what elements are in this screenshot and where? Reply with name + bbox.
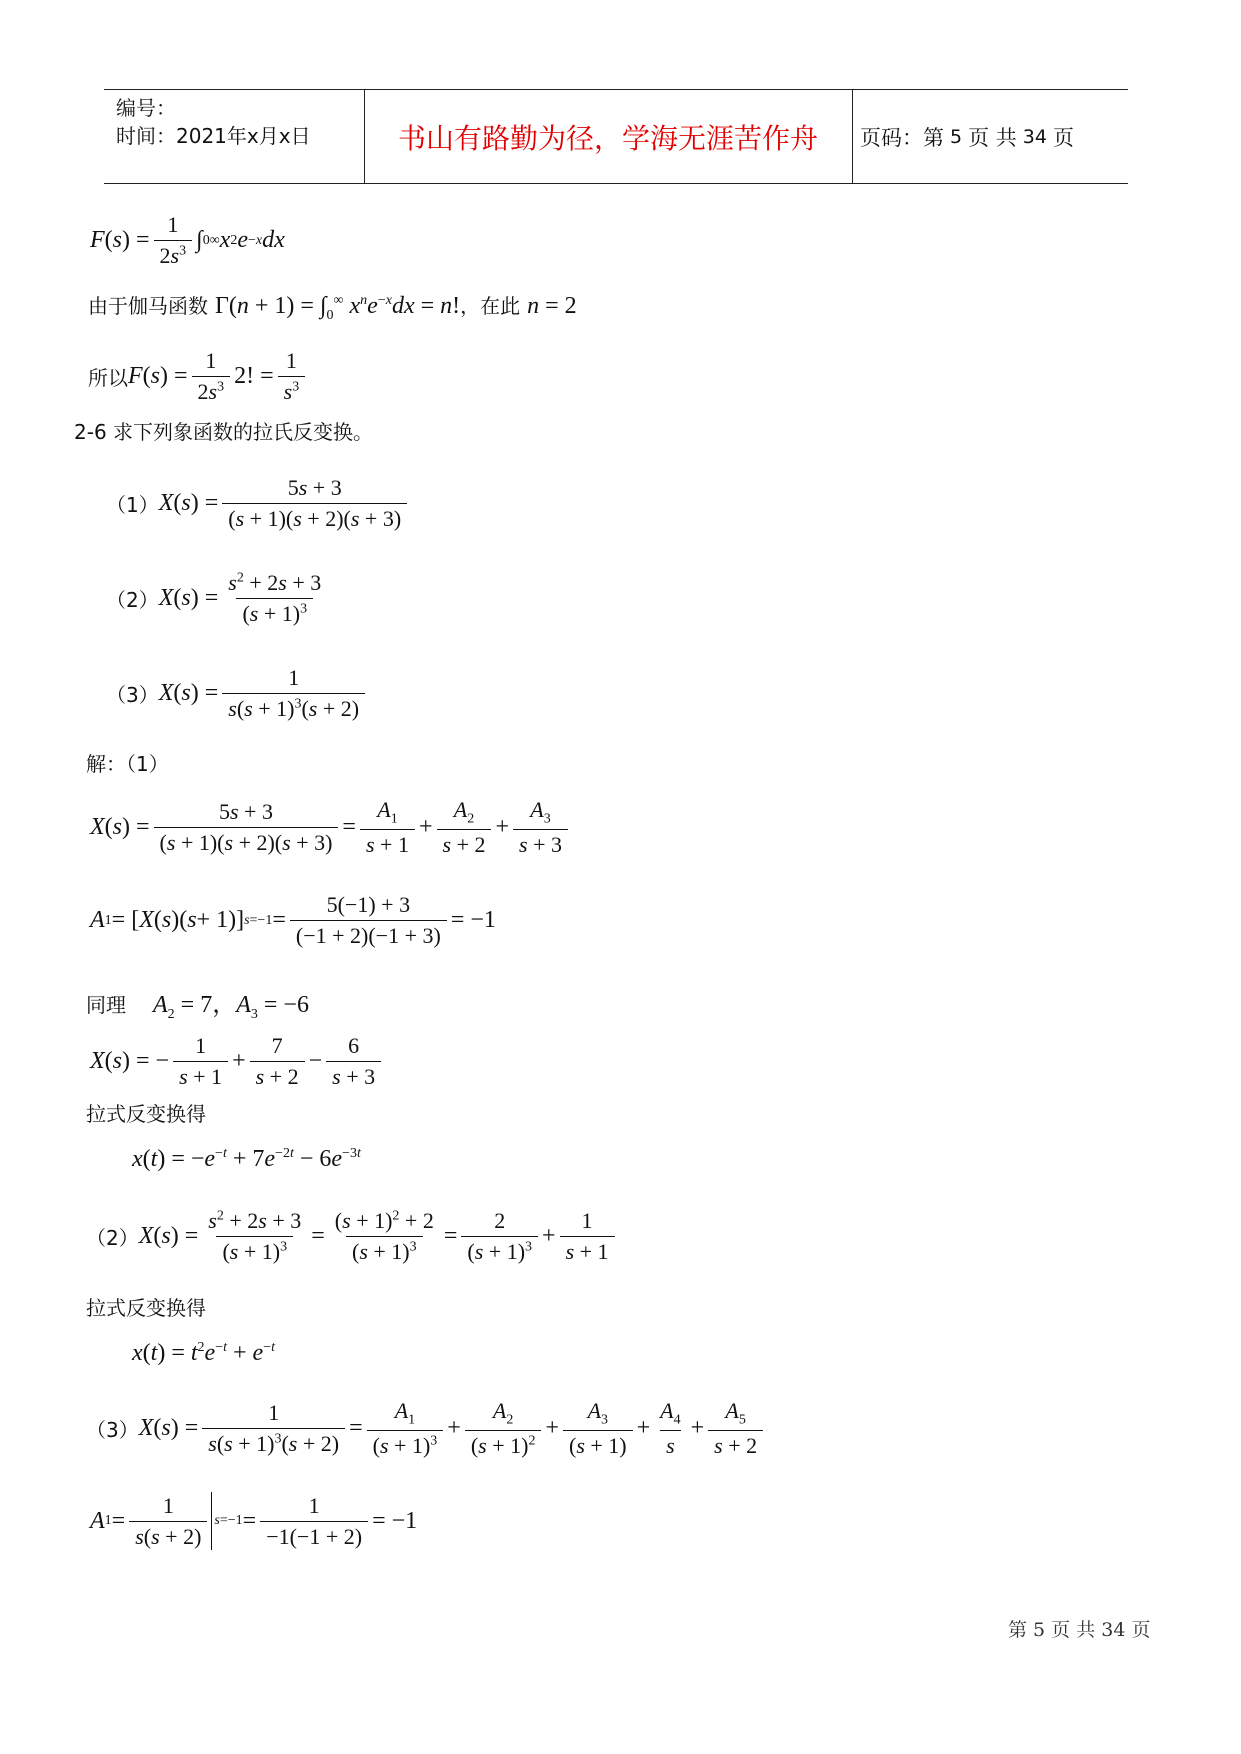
header-motto: 书山有路勤为径，学海无涯苦作舟 — [397, 121, 818, 155]
formula-solution-2: （2） X(s) = $\frac{s^2 + 2s + 3}{(s + 1)^3}$ = $\frac{(s + 1)^2 + 2}{(s + 1)^3}$ = $\frac{2}{(s + 1)^3}$ + $\frac{1}{s + 1}$ — [86, 1208, 619, 1265]
formula-solution-3: （3） X(s) = $\frac{1}{s(s + 1)^3(s + 2)}$ = $\frac{A_1}{(s + 1)^3}$ + $\frac{A_2}{(s + 1)^2}$ + $\frac{A_3}{(s + 1)}$ + $\frac{A_4}{s}$ + $\frac{A_5}{s + 2}$ — [86, 1398, 767, 1459]
solution-heading: 解：（1） — [86, 752, 169, 776]
formula-xs-expanded: X ( s ) = − $\frac{1}{s + 1}$ + $\frac{7}{s + 2}$ − $\frac{6}{s + 3}$ — [90, 1033, 385, 1090]
header-divider — [852, 90, 853, 183]
formula-a2-a3: 同理 $A_2 = 7$，$A_3 = -6$ — [86, 992, 309, 1022]
header-page-info: 页码：第 5 页 共 34 页 — [860, 125, 1074, 150]
inverse-label-2: 拉式反变换得 — [86, 1296, 206, 1320]
time-label: 时间：2021年x月x日 — [116, 124, 311, 148]
page-header — [104, 89, 1128, 184]
problem-item-2: （2） X(s) = $\frac{s^2 + 2s + 3}{(s + 1)^3}$ — [106, 570, 322, 626]
problem-item-3: （3） X(s) = $\frac{1}{s(s + 1)^3(s + 2)}$ — [106, 665, 369, 722]
formula-a1-part3: A 1 = $\frac{1}{s(s + 2)}$ s=−1 = $\frac{1}{-1(-1 + 2)}$ = −1 — [90, 1492, 418, 1549]
problem-item-1: （1） X(s) = $\frac{5s + 3}{(s + 1)(s + 2)(s + 3)}$ — [106, 475, 411, 532]
formula-xt-1: $x(t) = -e^{-t} + 7e^{-2t} - 6e^{-3t}$ — [132, 1146, 361, 1172]
inverse-label-1: 拉式反变换得 — [86, 1102, 206, 1126]
page-footer: 第 5 页 共 34 页 — [1008, 1619, 1151, 1641]
formula-a1: A 1 = [ X ( s )( s + 1)] s=−1 = $\frac{5(-1) + 3}{(-1 + 2)(-1 + 3)}$ = −1 — [90, 892, 496, 948]
formula-fs-integral: F ( s ) = $\frac{1}{2s^3}$ ∫ 0 ∞ x 2 e −x dx — [90, 212, 285, 268]
gamma-sentence: 由于伽马函数 $\Gamma(n + 1) = \int_0^\infty$ $x^ne^{-x}dx = n$!，在此 n = 2 — [88, 293, 577, 323]
header-meta — [116, 94, 311, 150]
formula-result-fs: 所以 F(s) = $\frac{1}{2s^3}$ 2! = $\frac{1}{s^3}$ — [88, 348, 309, 405]
formula-partial-fraction-1: X ( s ) = $\frac{5s + 3}{(s + 1)(s + 2)(s + 3)}$ = $\frac{A_1}{s + 1}$ + $\frac{A_2}{s + 2}$ + $\frac{A_3}{s + 3}$ — [90, 797, 572, 858]
problem-title: 2-6 求下列象函数的拉氏反变换。 — [74, 420, 374, 444]
formula-xt-2: $x(t) = t^2e^{-t} + e^{-t}$ — [132, 1340, 275, 1366]
serial-label: 编号： — [116, 96, 176, 120]
